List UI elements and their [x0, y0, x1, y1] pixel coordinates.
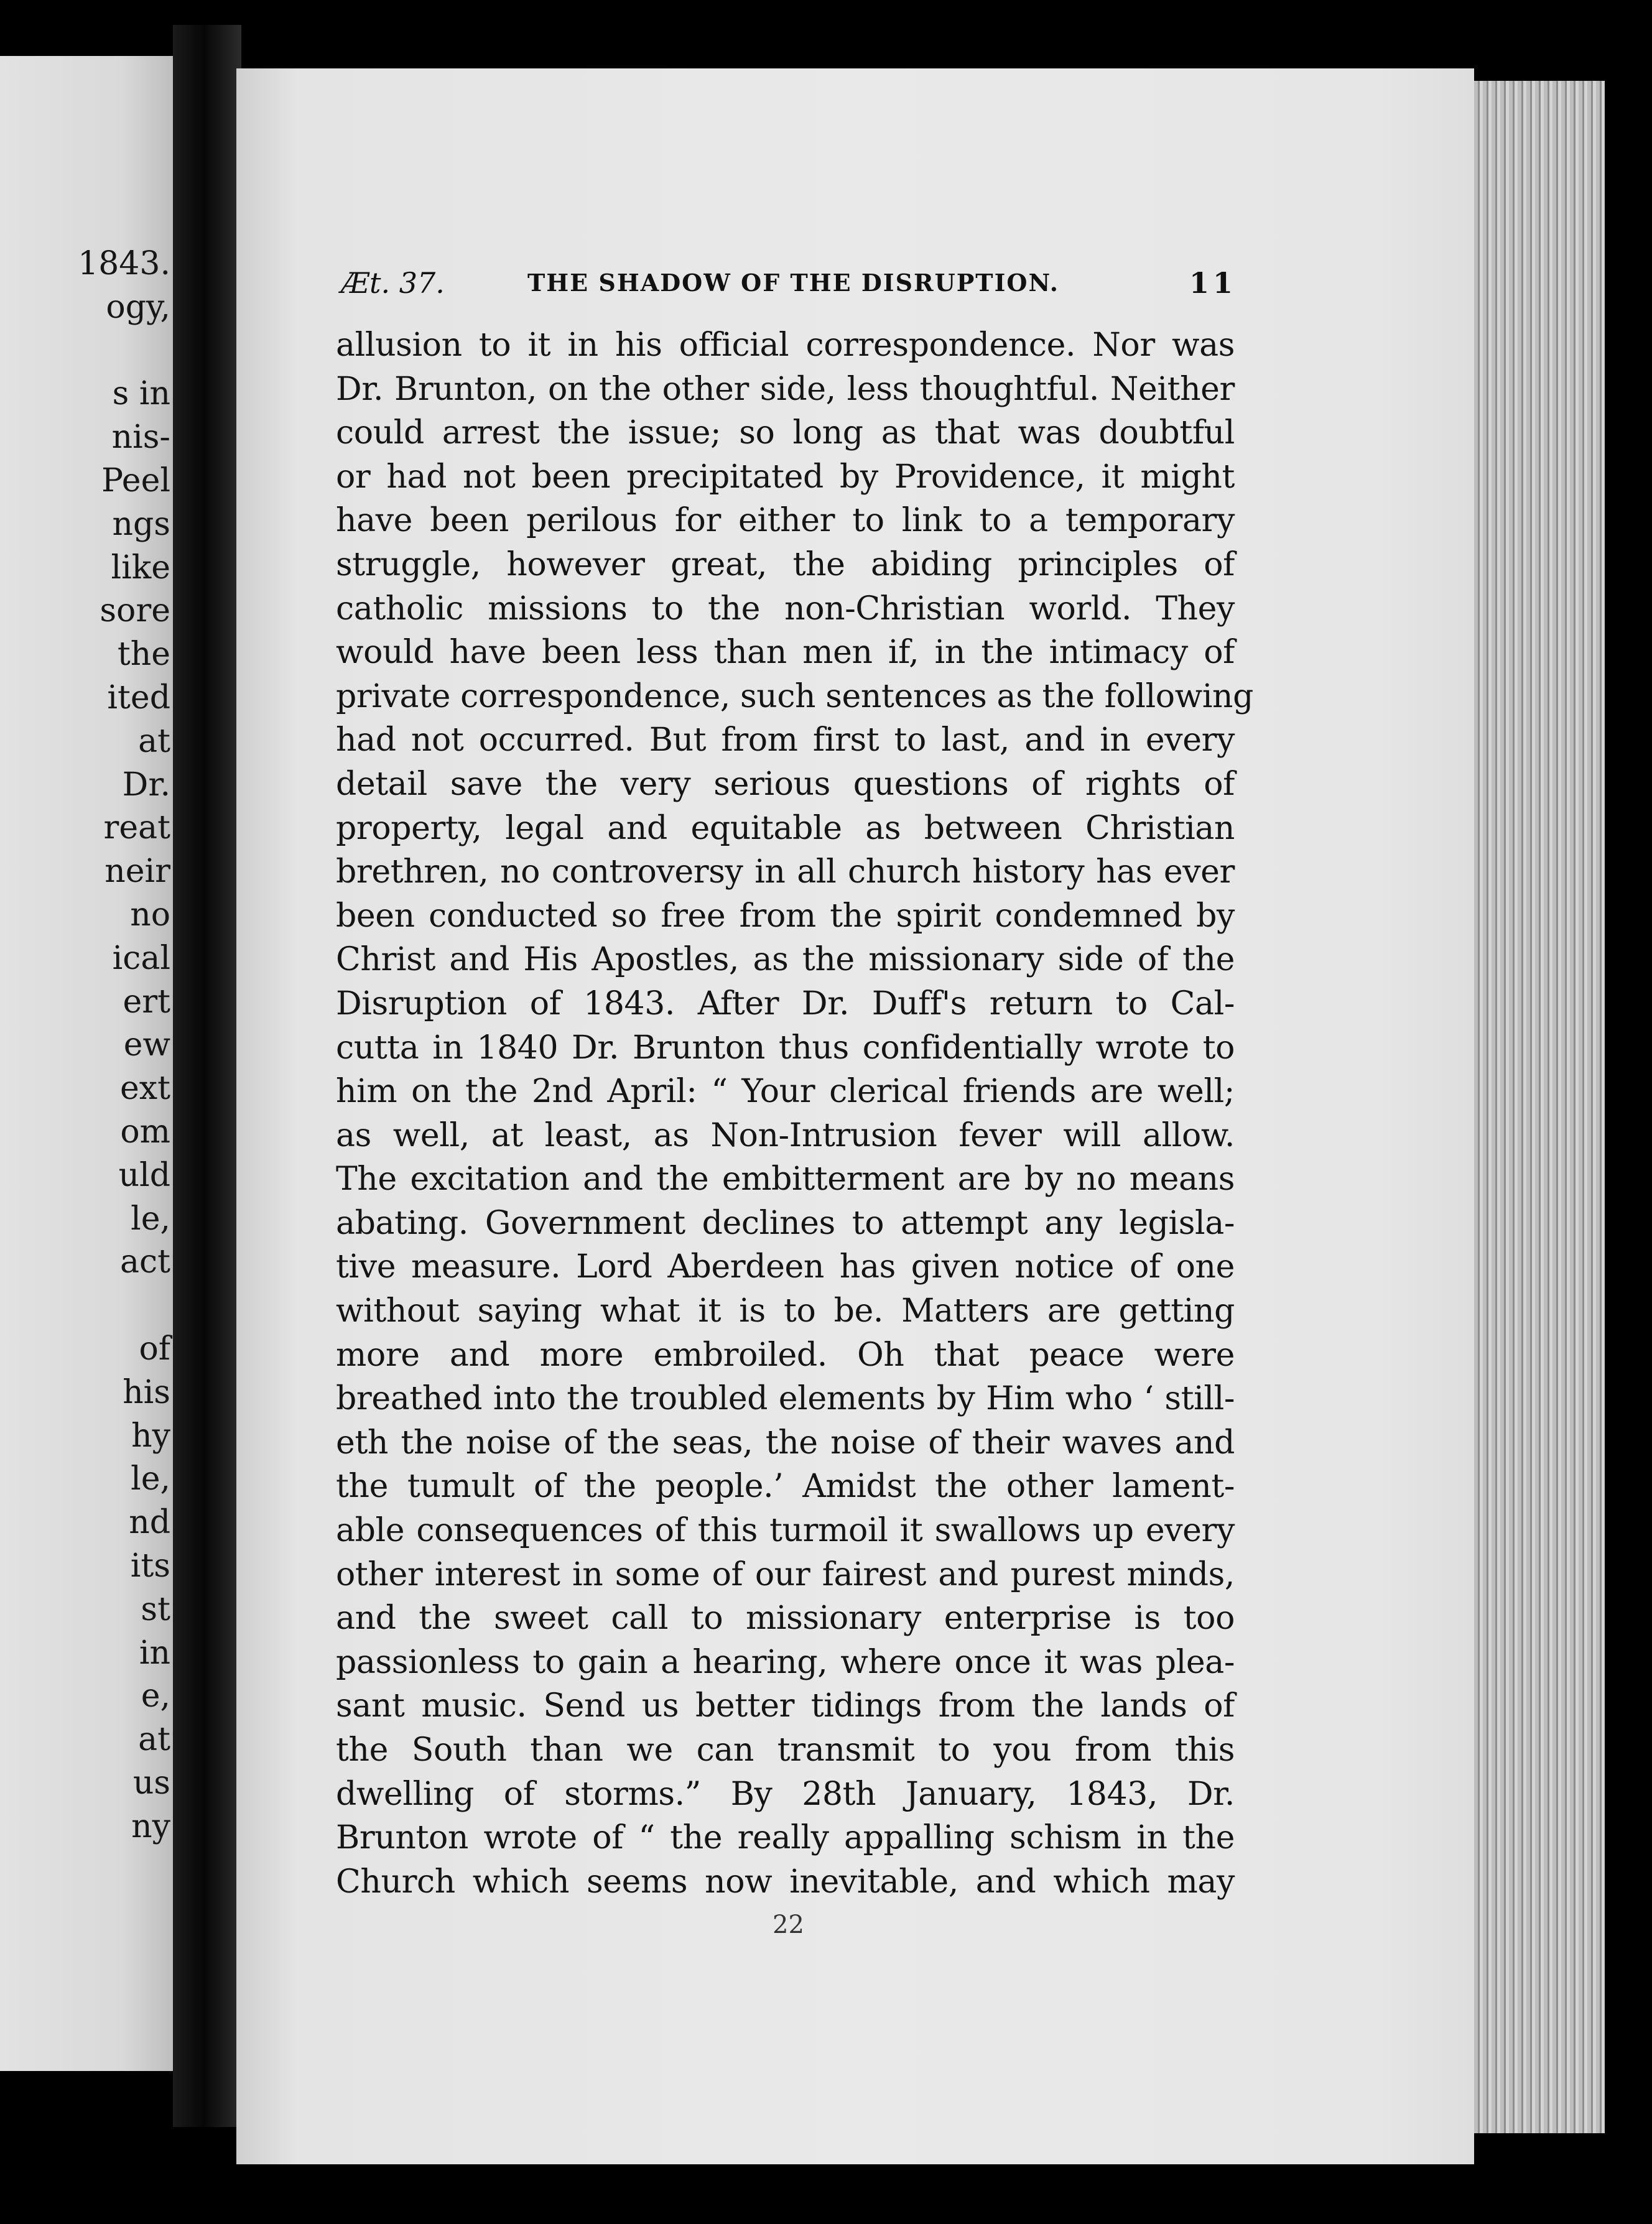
text-line: Dr. Brunton, on the other side, less thoughtful. Neither	[336, 370, 1235, 408]
text-line: Disruption of 1843. After Dr. Duff's return to Cal-	[336, 985, 1235, 1022]
text-line: other interest in some of our fairest and purest minds,	[336, 1555, 1235, 1593]
previous-page-line-fragment: act	[119, 1243, 170, 1281]
text-line: catholic missions to the non-Christian world. They	[336, 590, 1235, 628]
text-line: allusion to it in his official correspondence. Nor was	[336, 327, 1235, 364]
text-line: private correspondence, such sentences as the following	[336, 677, 1254, 715]
running-head-title: THE SHADOW OF THE DISRUPTION.	[527, 269, 1059, 297]
previous-page-line-fragment: le,	[131, 1200, 170, 1238]
text-line: or had not been precipitated by Providence, it might	[336, 458, 1235, 496]
text-line: property, legal and equitable as between Christian	[336, 809, 1235, 847]
previous-page-line-fragment: Peel	[101, 461, 170, 499]
running-head-age: Æt. 37.	[341, 266, 445, 300]
previous-page-line-fragment	[46, 1284, 170, 1328]
text-line: tive measure. Lord Aberdeen has given notice of one	[336, 1248, 1235, 1286]
previous-page-line-fragment: ew	[123, 1026, 170, 1064]
previous-page-line-fragment: s in	[112, 375, 170, 413]
previous-page-line-fragment: of	[139, 1330, 170, 1368]
text-line: brethren, no controversy in all church history has ever	[336, 853, 1235, 891]
text-line: cutta in 1840 Dr. Brunton thus confidentially wrote to	[336, 1029, 1235, 1067]
previous-page-line-fragment: its	[130, 1547, 170, 1585]
text-line: sant music. Send us better tidings from the lands of	[336, 1687, 1235, 1725]
text-line: without saying what it is to be. Matters are getting	[336, 1292, 1235, 1330]
previous-page-line-fragment: at	[138, 722, 170, 760]
text-line: and the sweet call to missionary enterprise is too	[336, 1600, 1235, 1638]
previous-page-line-fragment: uld	[118, 1156, 170, 1194]
previous-page-line-fragment: le,	[131, 1460, 170, 1498]
text-line: Church which seems now inevitable, and which may	[336, 1863, 1235, 1901]
page-stack-edges	[1474, 81, 1605, 2133]
previous-page-line-fragment: st	[141, 1590, 170, 1628]
previous-page-line-fragment	[46, 330, 170, 373]
previous-page-line-fragment: Dr.	[122, 766, 170, 804]
text-line: Christ and His Apostles, as the missionary side of the	[336, 941, 1235, 979]
previous-page-line-fragment: ext	[120, 1070, 170, 1108]
text-line: more and more embroiled. Oh that peace were	[336, 1336, 1235, 1374]
text-line: able consequences of this turmoil it swallows up every	[336, 1512, 1235, 1550]
previous-page-line-fragment: nd	[129, 1504, 170, 1542]
text-line: him on the 2nd April: “ Your clerical friends are well;	[336, 1073, 1235, 1111]
page-number: 11	[1189, 266, 1237, 300]
text-line: breathed into the troubled elements by Him who ‘ still-	[336, 1380, 1235, 1418]
text-line: had not occurred. But from first to last, and in every	[336, 721, 1235, 759]
previous-page-line-fragment: ny	[131, 1807, 170, 1845]
text-line: have been perilous for either to link to a temporary	[336, 502, 1235, 540]
text-line: would have been less than men if, in the intimacy of	[336, 634, 1235, 672]
text-line: the South than we can transmit to you from this	[336, 1731, 1235, 1769]
text-line: The excitation and the embitterment are by no means	[336, 1161, 1235, 1198]
previous-page-line-fragment: the	[117, 636, 170, 674]
text-line: dwelling of storms.” By 28th January, 1843, Dr.	[336, 1775, 1235, 1813]
text-line: as well, at least, as Non-Intrusion fever will allow.	[336, 1116, 1235, 1154]
body-text	[336, 323, 1254, 1904]
text-line: could arrest the issue; so long as that was doubtful	[336, 414, 1235, 452]
text-line: the tumult of the people.’ Amidst the other lament-	[336, 1468, 1235, 1506]
book-gutter	[173, 25, 241, 2127]
previous-page-line-fragment: like	[111, 549, 170, 586]
previous-page-line-fragment: nis-	[111, 419, 170, 456]
previous-page-line-fragment: reat	[103, 809, 170, 847]
text-line: struggle, however great, the abiding principles of	[336, 545, 1235, 583]
previous-page-line-fragment: e,	[141, 1677, 170, 1715]
previous-page-line-fragment: in	[139, 1634, 170, 1672]
previous-page-line-fragment: at	[138, 1721, 170, 1759]
previous-page-line-fragment: ert	[123, 983, 170, 1021]
previous-page-line-fragment: no	[130, 896, 170, 934]
previous-page-line-fragment: sore	[100, 592, 170, 630]
previous-page-line-fragment: his	[123, 1373, 170, 1411]
previous-page-line-fragment: ngs	[112, 505, 170, 543]
running-head	[341, 255, 1237, 305]
previous-page-line-fragment: us	[132, 1764, 170, 1802]
text-line: been conducted so free from the spirit condemned by	[336, 897, 1235, 935]
text-line: detail save the very serious questions of rights of	[336, 765, 1235, 803]
previous-page-line-fragment: ogy,	[106, 288, 170, 326]
text-line: abating. Government declines to attempt any legisla-	[336, 1204, 1235, 1242]
previous-page-line-fragment: ical	[112, 939, 170, 977]
previous-page-line-fragment: om	[120, 1113, 170, 1151]
previous-page-line-fragment: hy	[131, 1417, 170, 1455]
text-line: eth the noise of the seas, the noise of their waves and	[336, 1424, 1235, 1462]
previous-page-line-fragment: neir	[104, 853, 170, 891]
previous-page-text-fragments	[46, 243, 170, 1848]
printer-signature-mark: 22	[773, 1911, 804, 1939]
previous-page-edge	[0, 56, 174, 2071]
text-line: passionless to gain a hearing, where once it was plea-	[336, 1643, 1235, 1681]
previous-page-line-fragment: 1843.	[78, 245, 170, 282]
previous-page-line-fragment: ited	[107, 679, 170, 716]
text-line: Brunton wrote of “ the really appalling schism in the	[336, 1819, 1235, 1857]
